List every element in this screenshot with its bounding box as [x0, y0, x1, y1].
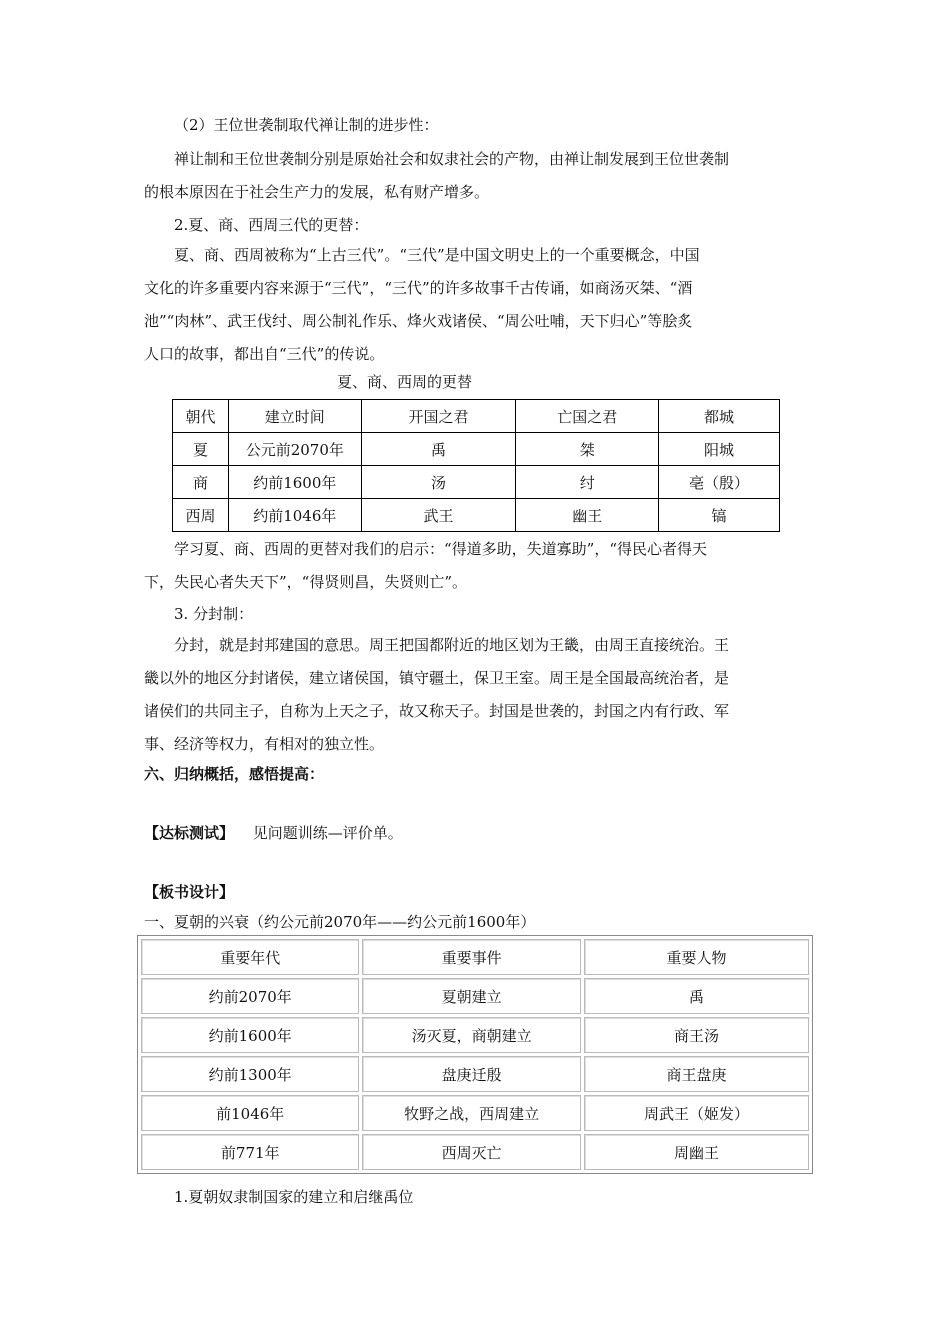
- table-cell: 前1046年: [141, 1095, 359, 1131]
- table-header-cell: 重要事件: [362, 939, 580, 975]
- table-row: [141, 978, 809, 1014]
- paragraph: 池”“肉林”、武王伐纣、周公制礼作乐、烽火戏诸侯、“周公吐哺，天下归心”等脍炙: [144, 312, 693, 330]
- table-header-cell: 重要人物: [584, 939, 809, 975]
- board-design-label: 【板书设计】: [144, 883, 235, 901]
- table-cell: 武王: [361, 499, 516, 532]
- section-heading-summary: 六、归纳概括，感悟提高：: [144, 765, 325, 783]
- table-header-row: [141, 939, 809, 975]
- table-cell: 公元前2070年: [228, 433, 361, 466]
- table-cell: 阳城: [659, 433, 780, 466]
- table-header-cell: 朝代: [173, 400, 229, 433]
- xia-section-title: 一、夏朝的兴衰（约公元前2070年——约公元前1600年）: [144, 913, 536, 931]
- test-text: 见问题训练—评价单。: [252, 824, 403, 842]
- table-row: [141, 1017, 809, 1053]
- table-row: [173, 499, 780, 532]
- table-row: [141, 1095, 809, 1131]
- table-row: [173, 433, 780, 466]
- section-heading: 3. 分封制：: [174, 605, 254, 623]
- paragraph: 诸侯们的共同主子，自称为上天之子，故又称天子。封国是世袭的，封国之内有行政、军: [144, 702, 730, 720]
- paragraph: 人口的故事，都出自“三代”的传说。: [144, 345, 385, 363]
- table-cell: 亳（殷）: [659, 466, 780, 499]
- table-cell: 商: [173, 466, 229, 499]
- table-cell: 约前1300年: [141, 1056, 359, 1092]
- paragraph: 畿以外的地区分封诸侯，建立诸侯国，镇守疆土，保卫王室。周王是全国最高统治者，是: [144, 669, 730, 687]
- table-cell: 牧野之战，西周建立: [362, 1095, 580, 1131]
- test-label: 【达标测试】: [144, 824, 235, 842]
- table-header-cell: 开国之君: [361, 400, 516, 433]
- table-cell: 汤: [361, 466, 516, 499]
- paragraph: （2）王位世袭制取代禅让制的进步性：: [174, 116, 439, 134]
- table-cell: 前771年: [141, 1134, 359, 1170]
- table-header-cell: 都城: [659, 400, 780, 433]
- table-cell: 约前1600年: [141, 1017, 359, 1053]
- table-row: [141, 1056, 809, 1092]
- paragraph: 禅让制和王位世袭制分别是原始社会和奴隶社会的产物，由禅让制发展到王位世袭制: [174, 150, 730, 168]
- table-cell: 西周: [173, 499, 229, 532]
- table-cell: 纣: [516, 466, 659, 499]
- test-line: [144, 822, 403, 844]
- paragraph: 1.夏朝奴隶制国家的建立和启继禹位: [174, 1188, 414, 1206]
- table-row: [173, 466, 780, 499]
- table-cell: 西周灭亡: [362, 1134, 580, 1170]
- table-cell: 桀: [516, 433, 659, 466]
- table-header-row: [173, 400, 780, 433]
- table-cell: 镐: [659, 499, 780, 532]
- table-cell: 夏朝建立: [362, 978, 580, 1014]
- paragraph: 事、经济等权力，有相对的独立性。: [144, 735, 385, 753]
- section-heading: 2.夏、商、西周三代的更替：: [174, 216, 369, 234]
- table-header-cell: 亡国之君: [516, 400, 659, 433]
- table-title: 夏、商、西周的更替: [337, 373, 473, 391]
- table-cell: 夏: [173, 433, 229, 466]
- table-cell: 幽王: [516, 499, 659, 532]
- paragraph: 文化的许多重要内容来源于“三代”，“三代”的许多故事千古传诵，如商汤灭桀、“酒: [144, 279, 693, 297]
- table-header-cell: 重要年代: [141, 939, 359, 975]
- table-cell: 约前1046年: [228, 499, 361, 532]
- table-header-cell: 建立时间: [228, 400, 361, 433]
- table-cell: 汤灭夏，商朝建立: [362, 1017, 580, 1053]
- table-cell: 约前2070年: [141, 978, 359, 1014]
- paragraph: 下，失民心者失天下”，“得贤则昌，失贤则亡”。: [144, 573, 468, 591]
- table-cell: 商王盘庚: [584, 1056, 809, 1092]
- paragraph: 夏、商、西周被称为“上古三代”。“三代”是中国文明史上的一个重要概念，中国: [174, 246, 700, 264]
- dynasty-table: [172, 399, 780, 532]
- table-cell: 盘庚迁殷: [362, 1056, 580, 1092]
- table-cell: 商王汤: [584, 1017, 809, 1053]
- table-cell: 禹: [361, 433, 516, 466]
- paragraph: 学习夏、商、西周的更替对我们的启示：“得道多助，失道寡助”，“得民心者得天: [174, 540, 708, 558]
- table-cell: 周幽王: [584, 1134, 809, 1170]
- table-cell: 周武王（姬发）: [584, 1095, 809, 1131]
- paragraph: 的根本原因在于社会生产力的发展，私有财产增多。: [144, 183, 490, 201]
- paragraph: 分封，就是封邦建国的意思。周王把国都附近的地区划为王畿，由周王直接统治。王: [174, 636, 730, 654]
- table-cell: 禹: [584, 978, 809, 1014]
- table-cell: 约前1600年: [228, 466, 361, 499]
- table-row: [141, 1134, 809, 1170]
- xia-events-table: [137, 935, 813, 1174]
